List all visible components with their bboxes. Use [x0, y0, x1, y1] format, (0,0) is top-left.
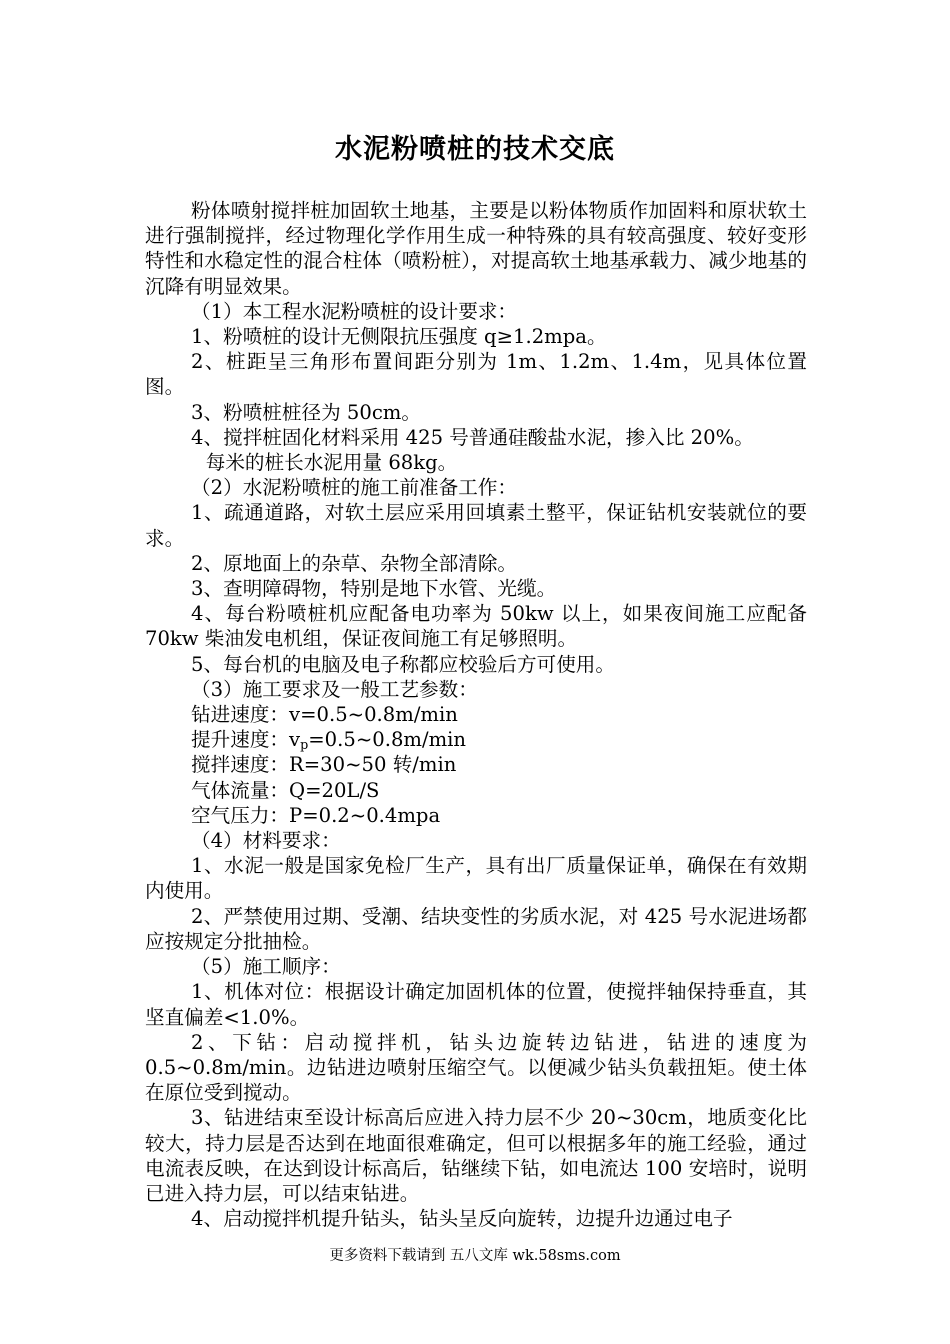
section-heading-materials: （4）材料要求： [191, 829, 341, 853]
parameter-air-pressure: 空气压力：P=0.2~0.4mpa [191, 803, 441, 827]
list-item: 2、原地面上的杂草、杂物全部清除。 [191, 551, 518, 575]
list-item: 4、搅拌桩固化材料采用 425 号普通硅酸盐水泥，掺入比 20%。 [191, 425, 754, 449]
intro-paragraph: 粉体喷射搅拌桩加固软土地基，主要是以粉体物质作加固料和原状软土进行强制搅拌，经过物理化学作用生成一种特殊的具有较高强度、较好变形特性和水稳定性的混合柱体（喷粉桩），对提高软土地基承载力、减少地基的沉降有明显效果。 [145, 199, 807, 298]
section-heading-sequence: （5）施工顺序： [191, 955, 341, 979]
document-body [145, 198, 807, 1231]
list-item-continuation: 每米的桩长水泥用量 68kg。 [205, 451, 458, 475]
list-item: 4、每台粉喷桩机应配备电功率为 50kw 以上，如果夜间施工应配备 70kw 柴油发电机组，保证夜间施工有足够照明。 [145, 602, 807, 651]
parameter-mix-speed: 搅拌速度：R=30~50 转/min [191, 753, 457, 777]
section-heading-design-requirements: （1）本工程水泥粉喷桩的设计要求： [191, 299, 518, 323]
list-item: 2、下钻：启动搅拌机，钻头边旋转边钻进，钻进的速度为 0.5~0.8m/min。边钻进边喷射压缩空气。以便减少钻头负载扭矩。使土体在原位受到搅动。 [145, 1030, 807, 1105]
lift-speed-prefix: 提升速度：v [191, 728, 301, 752]
list-item: 3、钻进结束至设计标高后应进入持力层不少 20~30cm，地质变化比较大，持力层是否达到在地面很难确定，但可以根据多年的施工经验，通过电流表反映，在达到设计标高后，钻继续下钻，如电流达 100 安培时，说明已进入持力层，可以结束钻进。 [145, 1106, 807, 1205]
list-item: 1、疏通道路，对软土层应采用回填素土整平，保证钻机安装就位的要求。 [145, 501, 807, 550]
list-item: 4、启动搅拌机提升钻头，钻头呈反向旋转，边提升边通过电子 [191, 1207, 733, 1231]
section-heading-preparation: （2）水泥粉喷桩的施工前准备工作： [191, 476, 518, 500]
lift-speed-suffix: =0.5~0.8m/min [308, 728, 467, 752]
list-item: 2、严禁使用过期、受潮、结块变性的劣质水泥，对 425 号水泥进场都应按规定分批抽检。 [145, 904, 807, 953]
list-item: 5、每台机的电脑及电子称都应校验后方可使用。 [191, 652, 615, 676]
list-item: 3、粉喷桩桩径为 50cm。 [191, 400, 421, 424]
lift-speed-subscript: p [300, 738, 309, 754]
parameter-lift-speed [145, 727, 807, 752]
list-item: 1、粉喷桩的设计无侧限抗压强度 q≥1.2mpa。 [191, 325, 607, 349]
list-item: 2、桩距呈三角形布置间距分别为 1m、1.2m、1.4m，见具体位置图。 [145, 350, 807, 399]
section-heading-process-parameters: （3）施工要求及一般工艺参数： [191, 677, 478, 701]
list-item: 1、机体对位：根据设计确定加固机体的位置，使搅拌轴保持垂直，其坚直偏差<1.0%。 [145, 980, 807, 1029]
list-item: 1、水泥一般是国家免检厂生产，具有出厂质量保证单，确保在有效期内使用。 [145, 854, 807, 903]
page-footer: 更多资料下载请到 五八文库 wk.58sms.com [329, 1248, 621, 1264]
parameter-gas-flow: 气体流量：Q=20L/S [191, 778, 380, 802]
parameter-drill-speed: 钻进速度：v=0.5~0.8m/min [191, 703, 458, 727]
document-title: 水泥粉喷桩的技术交底 [335, 134, 615, 165]
list-item: 3、查明障碍物，特别是地下水管、光缆。 [191, 577, 557, 601]
